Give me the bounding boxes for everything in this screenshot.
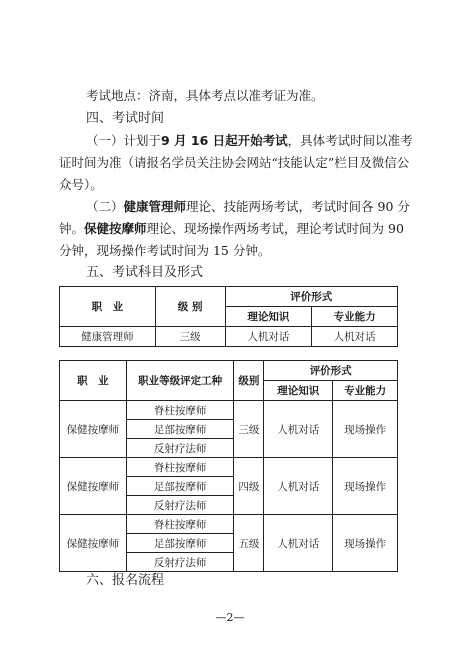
cell-level: 四级 [234,458,264,515]
para1-line3: 众号）。 [59,177,103,192]
section-6-heading: 六、报名流程 [86,573,165,588]
header-theory: 理论知识 [225,307,312,327]
cell-work-type: 反射疗法师 [126,553,234,572]
header-eval-form: 评价形式 [225,287,397,307]
para2-line3: 分钟，现场操作考试时间为 15 分钟。 [59,243,271,258]
cell-work-type: 足部按摩师 [126,420,234,439]
page-number: —2— [215,611,245,624]
para1-line1: （一）计划于9 月 16 日起开始考试，具体考试时间以准考 [86,133,413,148]
cell-level: 五级 [234,515,264,572]
exam-table-health-manager [59,286,398,347]
cell-work-type: 反射疗法师 [126,439,234,458]
exam-table-massage-therapist [59,360,398,572]
cell-occupation: 保健按摩师 [60,458,127,515]
section-5-heading: 五、考试科目及形式 [86,265,204,280]
header-level: 级别 [234,361,264,401]
header-work-type: 职业等级评定工种 [126,361,234,401]
cell-skill: 现场操作 [333,515,398,572]
cell-level: 三级 [234,401,264,458]
cell-level: 三级 [155,327,225,347]
cell-theory: 人机对话 [264,401,333,458]
table-row [60,515,398,534]
cell-work-type: 反射疗法师 [126,496,234,515]
cell-work-type: 脊柱按摩师 [126,515,234,534]
exam-location-text: 考试地点：济南，具体考点以准考证为准。 [86,88,324,103]
cell-work-type: 脊柱按摩师 [126,401,234,420]
cell-occupation: 健康管理师 [60,327,156,347]
header-skill: 专业能力 [333,381,398,401]
cell-occupation: 保健按摩师 [60,515,127,572]
cell-skill: 人机对话 [312,327,398,347]
para2-line1: （二）健康管理师理论、技能两场考试，考试时间各 90 分 [86,199,410,214]
cell-theory: 人机对话 [225,327,312,347]
table-row [60,401,398,420]
para2-line2: 钟。保健按摩师理论、现场操作两场考试，理论考试时间为 90 [59,221,404,236]
header-skill: 专业能力 [312,307,398,327]
header-level: 级 别 [155,287,225,327]
table-row [60,327,398,347]
header-eval-form: 评价形式 [264,361,398,381]
cell-work-type: 足部按摩师 [126,534,234,553]
cell-theory: 人机对话 [264,458,333,515]
cell-skill: 现场操作 [333,458,398,515]
table-row [60,458,398,477]
header-occupation: 职 业 [60,361,127,401]
cell-skill: 现场操作 [333,401,398,458]
para1-line2: 证时间为准（请报名学员关注协会网站“技能认定”栏目及微信公 [59,155,410,170]
cell-work-type: 足部按摩师 [126,477,234,496]
cell-theory: 人机对话 [264,515,333,572]
cell-occupation: 保健按摩师 [60,401,127,458]
header-occupation: 职 业 [60,287,156,327]
cell-work-type: 脊柱按摩师 [126,458,234,477]
section-4-heading: 四、考试时间 [86,111,165,126]
header-theory: 理论知识 [264,381,333,401]
